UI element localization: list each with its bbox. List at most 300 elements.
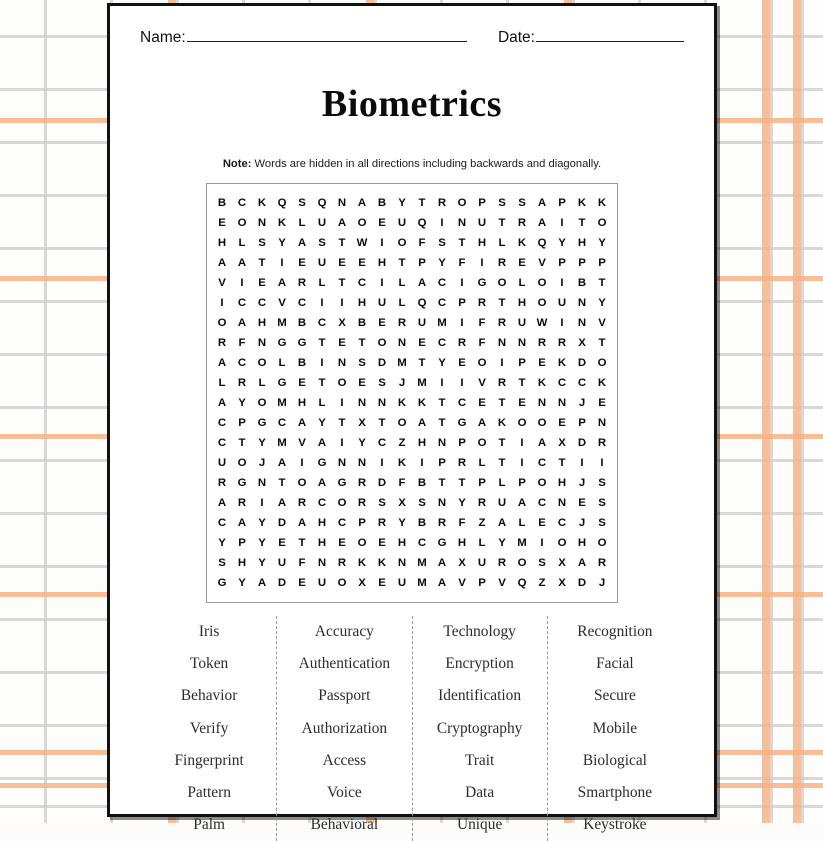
grid-cell[interactable]: O — [537, 476, 547, 489]
grid-cell[interactable]: S — [218, 556, 226, 569]
grid-cell[interactable]: I — [300, 456, 304, 469]
grid-cell[interactable]: R — [497, 316, 507, 329]
grid-cell[interactable]: N — [517, 336, 527, 349]
grid-cell[interactable]: E — [378, 536, 386, 549]
grid-cell[interactable]: F — [478, 316, 486, 329]
grid-cell[interactable]: A — [437, 576, 447, 589]
word-list-item[interactable]: Cryptography — [436, 719, 523, 737]
grid-cell[interactable]: I — [440, 216, 444, 229]
grid-cell[interactable]: O — [517, 416, 527, 429]
grid-cell[interactable]: O — [397, 416, 407, 429]
grid-cell[interactable]: H — [317, 536, 327, 549]
grid-cell[interactable]: T — [318, 376, 326, 389]
grid-cell[interactable]: D — [277, 576, 287, 589]
grid-cell[interactable]: G — [277, 336, 287, 349]
grid-cell[interactable]: V — [598, 316, 606, 329]
grid-cell[interactable]: S — [538, 556, 546, 569]
grid-cell[interactable]: C — [437, 276, 447, 289]
word-list-item[interactable]: Verify — [189, 719, 229, 737]
grid-cell[interactable]: H — [577, 236, 587, 249]
grid-cell[interactable]: I — [380, 456, 384, 469]
grid-cell[interactable]: L — [238, 236, 246, 249]
grid-cell[interactable]: E — [298, 256, 306, 269]
grid-cell[interactable]: E — [598, 396, 606, 409]
grid-cell[interactable]: G — [337, 476, 347, 489]
grid-cell[interactable]: D — [577, 576, 587, 589]
grid-cell[interactable]: I — [320, 356, 324, 369]
grid-cell[interactable]: O — [237, 216, 247, 229]
grid-cell[interactable]: N — [337, 356, 347, 369]
grid-cell[interactable]: T — [338, 416, 346, 429]
grid-cell[interactable]: A — [237, 256, 247, 269]
word-list-item[interactable]: Facial — [596, 655, 634, 673]
grid-cell[interactable]: G — [457, 416, 467, 429]
grid-cell[interactable]: F — [238, 336, 246, 349]
grid-cell[interactable]: C — [297, 296, 307, 309]
grid-cell[interactable]: V — [278, 296, 286, 309]
grid-cell[interactable]: R — [397, 316, 407, 329]
grid-cell[interactable]: X — [338, 316, 346, 329]
grid-cell[interactable]: T — [338, 236, 346, 249]
word-list-item[interactable]: Secure — [593, 687, 636, 705]
grid-cell[interactable]: V — [458, 576, 466, 589]
date-input-line[interactable] — [536, 28, 684, 42]
grid-cell[interactable]: E — [378, 316, 386, 329]
grid-cell[interactable]: E — [358, 376, 366, 389]
grid-cell[interactable]: N — [397, 556, 407, 569]
grid-cell[interactable]: Y — [438, 356, 446, 369]
grid-cell[interactable]: N — [497, 336, 507, 349]
grid-cell[interactable]: H — [397, 536, 407, 549]
grid-cell[interactable]: K — [377, 556, 387, 569]
grid-cell[interactable]: M — [417, 376, 427, 389]
grid-cell[interactable]: P — [578, 416, 586, 429]
grid-cell[interactable]: O — [337, 576, 347, 589]
grid-cell[interactable]: R — [537, 336, 547, 349]
grid-cell[interactable]: A — [417, 276, 427, 289]
grid-cell[interactable]: P — [358, 516, 366, 529]
grid-cell[interactable]: U — [317, 256, 327, 269]
grid-cell[interactable]: P — [478, 196, 486, 209]
grid-cell[interactable]: Y — [258, 436, 266, 449]
grid-cell[interactable]: R — [517, 216, 527, 229]
grid-cell[interactable]: A — [537, 436, 547, 449]
grid-cell[interactable]: O — [477, 356, 487, 369]
grid-cell[interactable]: U — [397, 576, 407, 589]
grid-cell[interactable]: O — [537, 416, 547, 429]
grid-cell[interactable]: H — [377, 256, 387, 269]
grid-cell[interactable]: L — [258, 376, 266, 389]
grid-cell[interactable]: C — [217, 436, 227, 449]
grid-cell[interactable]: B — [377, 196, 387, 209]
grid-cell[interactable]: J — [578, 476, 586, 489]
grid-cell[interactable]: Y — [398, 196, 406, 209]
grid-cell[interactable]: G — [437, 536, 447, 549]
grid-cell[interactable]: L — [478, 536, 486, 549]
grid-cell[interactable]: T — [238, 436, 246, 449]
grid-cell[interactable]: C — [237, 356, 247, 369]
grid-cell[interactable]: Q — [277, 196, 287, 209]
grid-cell[interactable]: Y — [318, 416, 326, 429]
grid-cell[interactable]: N — [437, 496, 447, 509]
grid-cell[interactable]: A — [297, 416, 307, 429]
grid-cell[interactable]: Q — [417, 216, 427, 229]
grid-cell[interactable]: R — [337, 556, 347, 569]
grid-cell[interactable]: I — [340, 296, 344, 309]
grid-cell[interactable]: H — [257, 316, 267, 329]
grid-cell[interactable]: D — [277, 516, 287, 529]
grid-cell[interactable]: I — [220, 296, 224, 309]
grid-cell[interactable]: A — [257, 576, 267, 589]
grid-cell[interactable]: N — [357, 396, 367, 409]
grid-cell[interactable]: K — [497, 416, 507, 429]
word-list-item[interactable]: Authorization — [301, 719, 388, 737]
grid-cell[interactable]: N — [577, 316, 587, 329]
grid-cell[interactable]: A — [237, 516, 247, 529]
grid-cell[interactable]: P — [238, 536, 246, 549]
grid-cell[interactable]: K — [537, 376, 547, 389]
grid-cell[interactable]: G — [477, 276, 487, 289]
grid-cell[interactable]: V — [478, 376, 486, 389]
grid-cell[interactable]: T — [418, 196, 426, 209]
grid-cell[interactable]: V — [298, 436, 306, 449]
grid-cell[interactable]: S — [378, 496, 386, 509]
grid-cell[interactable]: K — [357, 556, 367, 569]
grid-cell[interactable]: C — [237, 296, 247, 309]
grid-cell[interactable]: A — [337, 216, 347, 229]
grid-cell[interactable]: P — [458, 436, 466, 449]
grid-cell[interactable]: M — [437, 316, 447, 329]
grid-cell[interactable]: E — [218, 216, 226, 229]
grid-cell[interactable]: C — [377, 436, 387, 449]
grid-cell[interactable]: X — [558, 576, 566, 589]
grid-cell[interactable]: T — [498, 216, 506, 229]
grid-cell[interactable]: P — [578, 256, 586, 269]
grid-cell[interactable]: A — [437, 556, 447, 569]
grid-cell[interactable]: H — [457, 536, 467, 549]
grid-cell[interactable]: R — [497, 556, 507, 569]
grid-cell[interactable]: E — [478, 396, 486, 409]
grid-cell[interactable]: M — [277, 436, 287, 449]
grid-cell[interactable]: T — [378, 416, 386, 429]
word-list-item[interactable]: Token — [190, 655, 229, 673]
grid-cell[interactable]: A — [537, 216, 547, 229]
grid-cell[interactable]: N — [317, 556, 327, 569]
grid-cell[interactable]: F — [458, 516, 466, 529]
grid-cell[interactable]: X — [578, 336, 586, 349]
grid-cell[interactable]: Y — [218, 536, 226, 549]
grid-cell[interactable]: T — [298, 536, 306, 549]
grid-cell[interactable]: R — [497, 256, 507, 269]
grid-cell[interactable]: T — [438, 476, 446, 489]
grid-cell[interactable]: U — [477, 556, 487, 569]
grid-cell[interactable]: F — [298, 556, 306, 569]
grid-cell[interactable]: H — [477, 236, 487, 249]
grid-cell[interactable]: W — [536, 316, 548, 329]
grid-cell[interactable]: S — [298, 196, 306, 209]
word-list-item[interactable]: Data — [465, 783, 495, 801]
grid-cell[interactable]: I — [520, 436, 524, 449]
grid-cell[interactable]: O — [257, 356, 267, 369]
grid-cell[interactable]: F — [398, 476, 406, 489]
grid-cell[interactable]: R — [557, 336, 567, 349]
grid-cell[interactable]: A — [277, 456, 287, 469]
grid-cell[interactable]: N — [337, 456, 347, 469]
grid-cell[interactable]: L — [478, 456, 486, 469]
grid-cell[interactable]: U — [317, 576, 327, 589]
grid-cell[interactable]: N — [437, 436, 447, 449]
grid-cell[interactable]: X — [558, 556, 566, 569]
grid-cell[interactable]: L — [398, 276, 406, 289]
word-list-item[interactable]: Smartphone — [577, 783, 653, 801]
grid-cell[interactable]: E — [378, 576, 386, 589]
grid-cell[interactable]: R — [357, 496, 367, 509]
grid-cell[interactable]: R — [357, 476, 367, 489]
word-list-item[interactable]: Behavioral — [310, 816, 379, 834]
grid-cell[interactable]: S — [258, 236, 266, 249]
grid-cell[interactable]: D — [377, 476, 387, 489]
word-list-item[interactable]: Palm — [193, 816, 225, 834]
grid-cell[interactable]: Y — [558, 236, 566, 249]
grid-cell[interactable]: K — [257, 196, 267, 209]
grid-cell[interactable]: N — [337, 196, 347, 209]
grid-cell[interactable]: Y — [598, 296, 606, 309]
grid-cell[interactable]: T — [318, 336, 326, 349]
grid-cell[interactable]: A — [217, 356, 227, 369]
grid-cell[interactable]: E — [578, 496, 586, 509]
grid-cell[interactable]: O — [457, 196, 467, 209]
grid-cell[interactable]: R — [457, 336, 467, 349]
grid-cell[interactable]: C — [557, 376, 567, 389]
grid-cell[interactable]: T — [278, 476, 286, 489]
grid-cell[interactable]: O — [537, 276, 547, 289]
grid-cell[interactable]: R — [217, 336, 227, 349]
grid-cell[interactable]: J — [578, 516, 586, 529]
grid-cell[interactable]: I — [320, 296, 324, 309]
grid-cell[interactable]: U — [317, 216, 327, 229]
grid-cell[interactable]: V — [538, 256, 546, 269]
grid-cell[interactable]: T — [518, 376, 526, 389]
grid-cell[interactable]: E — [458, 356, 466, 369]
grid-cell[interactable]: R — [297, 276, 307, 289]
grid-cell[interactable]: E — [518, 256, 526, 269]
grid-cell[interactable]: L — [278, 356, 286, 369]
grid-cell[interactable]: H — [517, 296, 527, 309]
grid-cell[interactable]: O — [597, 216, 607, 229]
word-list-item[interactable]: Keystroke — [583, 816, 647, 834]
grid-cell[interactable]: R — [297, 496, 307, 509]
grid-cell[interactable]: P — [558, 256, 566, 269]
grid-cell[interactable]: A — [317, 436, 327, 449]
word-list-item[interactable]: Accuracy — [314, 622, 374, 640]
grid-cell[interactable]: S — [358, 356, 366, 369]
grid-cell[interactable]: C — [217, 416, 227, 429]
grid-cell[interactable]: N — [397, 336, 407, 349]
grid-cell[interactable]: A — [277, 496, 287, 509]
grid-cell[interactable]: E — [338, 256, 346, 269]
grid-cell[interactable]: J — [598, 576, 606, 589]
grid-cell[interactable]: J — [398, 376, 406, 389]
grid-cell[interactable]: A — [517, 496, 527, 509]
grid-cell[interactable]: C — [417, 536, 427, 549]
grid-cell[interactable]: C — [577, 376, 587, 389]
grid-cell[interactable]: S — [438, 236, 446, 249]
grid-cell[interactable]: G — [297, 336, 307, 349]
word-list-item[interactable]: Technology — [443, 622, 516, 640]
grid-cell[interactable]: J — [258, 456, 266, 469]
grid-cell[interactable]: A — [297, 516, 307, 529]
grid-cell[interactable]: U — [377, 296, 387, 309]
grid-cell[interactable]: P — [458, 296, 466, 309]
grid-cell[interactable]: L — [298, 216, 306, 229]
grid-cell[interactable]: S — [418, 496, 426, 509]
grid-cell[interactable]: K — [277, 216, 287, 229]
grid-cell[interactable]: A — [497, 516, 507, 529]
grid-cell[interactable]: A — [357, 196, 367, 209]
grid-cell[interactable]: O — [397, 236, 407, 249]
grid-cell[interactable]: R — [237, 376, 247, 389]
grid-cell[interactable]: W — [356, 236, 368, 249]
grid-cell[interactable]: C — [317, 316, 327, 329]
grid-cell[interactable]: Y — [258, 536, 266, 549]
grid-cell[interactable]: T — [458, 476, 466, 489]
grid-cell[interactable]: I — [460, 376, 464, 389]
word-list-item[interactable]: Behavior — [180, 687, 238, 705]
grid-cell[interactable]: R — [477, 296, 487, 309]
grid-cell[interactable]: L — [318, 396, 326, 409]
word-list-item[interactable]: Mobile — [592, 719, 638, 737]
grid-cell[interactable]: S — [598, 476, 606, 489]
grid-cell[interactable]: Q — [417, 296, 427, 309]
grid-cell[interactable]: L — [518, 276, 526, 289]
grid-cell[interactable]: T — [358, 336, 366, 349]
grid-cell[interactable]: N — [377, 396, 387, 409]
grid-cell[interactable]: D — [577, 436, 587, 449]
grid-cell[interactable]: N — [557, 496, 567, 509]
grid-cell[interactable]: O — [357, 216, 367, 229]
grid-cell[interactable]: E — [538, 516, 546, 529]
grid-cell[interactable]: I — [560, 276, 564, 289]
grid-cell[interactable]: L — [398, 296, 406, 309]
grid-cell[interactable]: R — [237, 496, 247, 509]
grid-cell[interactable]: H — [217, 236, 227, 249]
grid-cell[interactable]: E — [298, 576, 306, 589]
grid-cell[interactable]: K — [597, 376, 607, 389]
word-list-item[interactable]: Voice — [326, 783, 362, 801]
grid-cell[interactable]: Y — [598, 236, 606, 249]
grid-cell[interactable]: O — [257, 396, 267, 409]
grid-cell[interactable]: K — [557, 356, 567, 369]
grid-cell[interactable]: Z — [398, 436, 406, 449]
word-list-item[interactable]: Trait — [464, 751, 495, 769]
grid-cell[interactable]: A — [417, 416, 427, 429]
grid-cell[interactable]: F — [418, 236, 426, 249]
grid-cell[interactable]: R — [597, 556, 607, 569]
grid-cell[interactable]: I — [580, 456, 584, 469]
grid-cell[interactable]: B — [417, 516, 427, 529]
grid-cell[interactable]: F — [478, 336, 486, 349]
grid-cell[interactable]: O — [597, 536, 607, 549]
grid-cell[interactable]: S — [518, 196, 526, 209]
grid-cell[interactable]: N — [597, 416, 607, 429]
grid-cell[interactable]: O — [357, 536, 367, 549]
grid-cell[interactable]: C — [557, 516, 567, 529]
grid-cell[interactable]: T — [598, 276, 606, 289]
grid-cell[interactable]: U — [397, 216, 407, 229]
grid-cell[interactable]: U — [277, 556, 287, 569]
grid-cell[interactable]: C — [317, 496, 327, 509]
grid-cell[interactable]: A — [537, 196, 547, 209]
grid-cell[interactable]: I — [380, 236, 384, 249]
grid-cell[interactable]: S — [378, 376, 386, 389]
grid-cell[interactable]: C — [537, 456, 547, 469]
grid-cell[interactable]: B — [297, 316, 307, 329]
grid-cell[interactable]: O — [557, 536, 567, 549]
grid-cell[interactable]: E — [378, 216, 386, 229]
grid-cell[interactable]: L — [318, 276, 326, 289]
grid-cell[interactable]: A — [297, 236, 307, 249]
grid-cell[interactable]: C — [237, 196, 247, 209]
grid-cell[interactable]: S — [598, 496, 606, 509]
grid-cell[interactable]: O — [337, 496, 347, 509]
grid-cell[interactable]: E — [558, 416, 566, 429]
word-list-item[interactable]: Fingerprint — [174, 751, 244, 769]
grid-cell[interactable]: L — [498, 236, 506, 249]
grid-cell[interactable]: Z — [538, 576, 546, 589]
grid-cell[interactable]: E — [358, 256, 366, 269]
grid-cell[interactable]: U — [557, 296, 567, 309]
grid-cell[interactable]: Y — [458, 496, 466, 509]
word-list-item[interactable]: Recognition — [577, 622, 653, 640]
grid-cell[interactable]: T — [258, 256, 266, 269]
grid-cell[interactable]: X — [558, 436, 566, 449]
grid-cell[interactable]: E — [338, 536, 346, 549]
grid-cell[interactable]: T — [338, 276, 346, 289]
grid-cell[interactable]: V — [218, 276, 226, 289]
grid-cell[interactable]: O — [377, 336, 387, 349]
grid-cell[interactable]: H — [557, 476, 567, 489]
grid-cell[interactable]: C — [337, 516, 347, 529]
grid-cell[interactable]: M — [417, 576, 427, 589]
grid-cell[interactable]: Y — [258, 516, 266, 529]
grid-cell[interactable]: N — [577, 296, 587, 309]
grid-cell[interactable]: Y — [238, 576, 246, 589]
word-list-item[interactable]: Unique — [456, 816, 503, 834]
grid-cell[interactable]: K — [597, 196, 607, 209]
grid-cell[interactable]: T — [398, 256, 406, 269]
grid-cell[interactable]: T — [498, 396, 506, 409]
grid-cell[interactable]: C — [277, 416, 287, 429]
word-search-grid[interactable] — [212, 193, 612, 593]
grid-cell[interactable]: H — [317, 516, 327, 529]
grid-cell[interactable]: Z — [478, 516, 486, 529]
grid-cell[interactable]: I — [340, 396, 344, 409]
grid-cell[interactable]: B — [357, 316, 367, 329]
grid-cell[interactable]: K — [397, 396, 407, 409]
grid-cell[interactable]: O — [477, 436, 487, 449]
grid-cell[interactable]: F — [458, 256, 466, 269]
grid-cell[interactable]: I — [500, 356, 504, 369]
grid-cell[interactable]: E — [298, 376, 306, 389]
grid-cell[interactable]: I — [540, 536, 544, 549]
grid-cell[interactable]: Y — [238, 396, 246, 409]
grid-cell[interactable]: B — [577, 276, 587, 289]
grid-cell[interactable]: S — [498, 196, 506, 209]
grid-cell[interactable]: Q — [537, 236, 547, 249]
grid-cell[interactable]: Y — [438, 256, 446, 269]
grid-cell[interactable]: I — [280, 256, 284, 269]
grid-cell[interactable]: U — [517, 316, 527, 329]
